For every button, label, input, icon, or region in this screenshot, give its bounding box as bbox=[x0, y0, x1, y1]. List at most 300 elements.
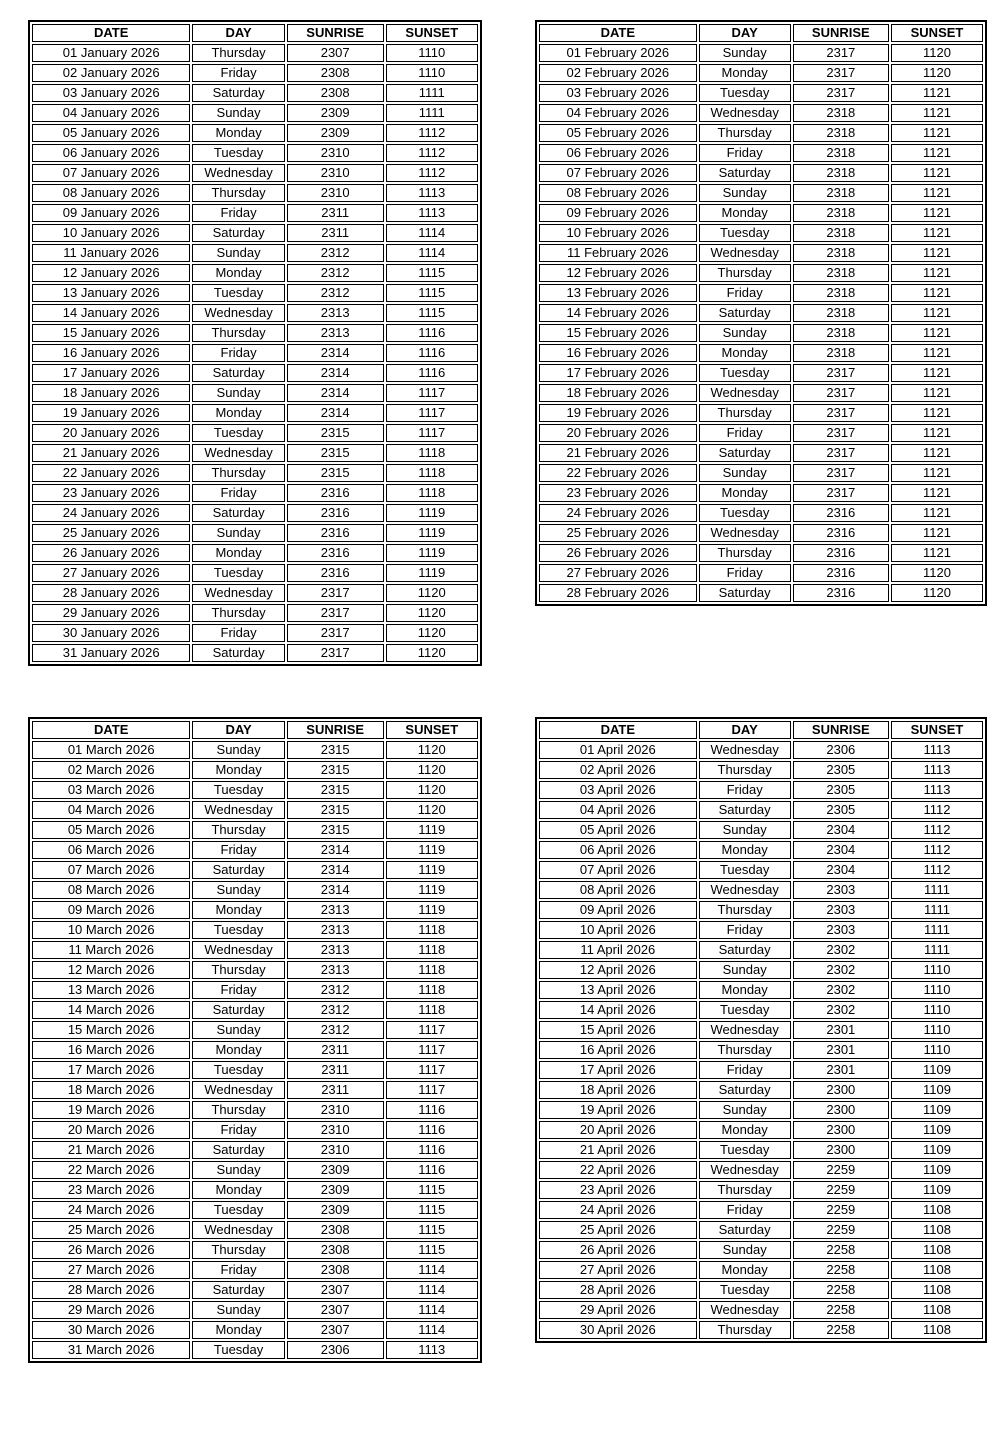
table-row bbox=[32, 801, 478, 819]
date-cell: 29 January 2026 bbox=[32, 604, 190, 622]
sunset-cell: 1117 bbox=[386, 424, 478, 442]
sunset-cell: 1114 bbox=[386, 1281, 478, 1299]
day-cell: Wednesday bbox=[699, 104, 791, 122]
sunset-cell: 1119 bbox=[386, 821, 478, 839]
sunrise-cell: 2317 bbox=[793, 424, 889, 442]
column-header-day: DAY bbox=[699, 24, 791, 42]
table-row bbox=[32, 584, 478, 602]
day-cell: Wednesday bbox=[192, 444, 284, 462]
date-cell: 21 February 2026 bbox=[539, 444, 697, 462]
date-cell: 22 March 2026 bbox=[32, 1161, 190, 1179]
date-cell: 08 March 2026 bbox=[32, 881, 190, 899]
sunset-cell: 1110 bbox=[891, 1041, 983, 1059]
sunrise-cell: 2309 bbox=[287, 104, 384, 122]
table-row bbox=[32, 84, 478, 102]
table-row bbox=[32, 1201, 478, 1219]
sunrise-cell: 2315 bbox=[287, 801, 384, 819]
day-cell: Saturday bbox=[699, 801, 791, 819]
sunrise-cell: 2300 bbox=[793, 1081, 889, 1099]
sunset-cell: 1120 bbox=[386, 801, 478, 819]
day-cell: Thursday bbox=[699, 1181, 791, 1199]
date-cell: 15 March 2026 bbox=[32, 1021, 190, 1039]
sunset-cell: 1118 bbox=[386, 484, 478, 502]
date-cell: 11 April 2026 bbox=[539, 941, 697, 959]
date-cell: 24 April 2026 bbox=[539, 1201, 697, 1219]
date-cell: 23 March 2026 bbox=[32, 1181, 190, 1199]
sunset-cell: 1109 bbox=[891, 1061, 983, 1079]
table-row bbox=[32, 384, 478, 402]
table-row bbox=[539, 1121, 983, 1139]
sunrise-cell: 2312 bbox=[287, 981, 384, 999]
date-cell: 30 April 2026 bbox=[539, 1321, 697, 1339]
sunrise-cell: 2316 bbox=[287, 544, 384, 562]
table-row bbox=[32, 941, 478, 959]
header-row bbox=[32, 24, 478, 42]
date-cell: 10 January 2026 bbox=[32, 224, 190, 242]
sunrise-cell: 2312 bbox=[287, 244, 384, 262]
sunrise-cell: 2316 bbox=[793, 524, 889, 542]
sunset-cell: 1111 bbox=[891, 921, 983, 939]
table-row bbox=[539, 144, 983, 162]
day-cell: Wednesday bbox=[699, 524, 791, 542]
sunrise-cell: 2312 bbox=[287, 264, 384, 282]
date-cell: 05 March 2026 bbox=[32, 821, 190, 839]
sunrise-cell: 2308 bbox=[287, 84, 384, 102]
sunrise-cell: 2303 bbox=[793, 921, 889, 939]
date-cell: 02 March 2026 bbox=[32, 761, 190, 779]
table-row bbox=[539, 484, 983, 502]
sunrise-cell: 2301 bbox=[793, 1021, 889, 1039]
sunrise-cell: 2302 bbox=[793, 961, 889, 979]
day-cell: Thursday bbox=[192, 1101, 284, 1119]
day-cell: Wednesday bbox=[192, 304, 284, 322]
table-row bbox=[539, 1001, 983, 1019]
sunset-cell: 1120 bbox=[891, 564, 983, 582]
table-row bbox=[539, 1081, 983, 1099]
date-cell: 09 January 2026 bbox=[32, 204, 190, 222]
table-row bbox=[539, 1321, 983, 1339]
sunset-cell: 1117 bbox=[386, 1081, 478, 1099]
sunrise-cell: 2318 bbox=[793, 164, 889, 182]
table-row bbox=[539, 1141, 983, 1159]
table-row bbox=[32, 224, 478, 242]
day-cell: Tuesday bbox=[192, 921, 284, 939]
date-cell: 12 January 2026 bbox=[32, 264, 190, 282]
day-cell: Sunday bbox=[699, 184, 791, 202]
sunrise-cell: 2258 bbox=[793, 1321, 889, 1339]
day-cell: Monday bbox=[699, 484, 791, 502]
day-cell: Thursday bbox=[699, 761, 791, 779]
day-cell: Wednesday bbox=[699, 1161, 791, 1179]
date-cell: 22 January 2026 bbox=[32, 464, 190, 482]
sunset-cell: 1121 bbox=[891, 184, 983, 202]
table-row bbox=[539, 821, 983, 839]
date-cell: 17 February 2026 bbox=[539, 364, 697, 382]
sunset-cell: 1115 bbox=[386, 264, 478, 282]
date-cell: 04 April 2026 bbox=[539, 801, 697, 819]
date-cell: 29 April 2026 bbox=[539, 1301, 697, 1319]
day-cell: Sunday bbox=[192, 384, 284, 402]
table-row bbox=[32, 64, 478, 82]
sunrise-cell: 2312 bbox=[287, 284, 384, 302]
table-row bbox=[32, 524, 478, 542]
table-row bbox=[539, 1021, 983, 1039]
sunset-cell: 1108 bbox=[891, 1201, 983, 1219]
sunrise-cell: 2317 bbox=[793, 44, 889, 62]
day-cell: Thursday bbox=[699, 1041, 791, 1059]
day-cell: Monday bbox=[192, 124, 284, 142]
sunrise-cell: 2313 bbox=[287, 304, 384, 322]
table-row bbox=[539, 1061, 983, 1079]
sunset-cell: 1119 bbox=[386, 564, 478, 582]
day-cell: Sunday bbox=[699, 1101, 791, 1119]
sunset-cell: 1113 bbox=[386, 1341, 478, 1359]
day-cell: Sunday bbox=[192, 1021, 284, 1039]
sunset-cell: 1121 bbox=[891, 324, 983, 342]
sunset-cell: 1120 bbox=[891, 584, 983, 602]
sunrise-cell: 2306 bbox=[287, 1341, 384, 1359]
day-cell: Friday bbox=[699, 781, 791, 799]
sunset-cell: 1108 bbox=[891, 1221, 983, 1239]
sunrise-cell: 2259 bbox=[793, 1161, 889, 1179]
date-cell: 13 March 2026 bbox=[32, 981, 190, 999]
sunset-cell: 1112 bbox=[386, 144, 478, 162]
day-cell: Friday bbox=[192, 624, 284, 642]
date-cell: 13 February 2026 bbox=[539, 284, 697, 302]
date-cell: 02 February 2026 bbox=[539, 64, 697, 82]
column-header-day: DAY bbox=[699, 721, 791, 739]
sunset-cell: 1109 bbox=[891, 1101, 983, 1119]
table-row bbox=[539, 961, 983, 979]
table-row bbox=[539, 524, 983, 542]
table-row bbox=[32, 104, 478, 122]
sunrise-cell: 2311 bbox=[287, 224, 384, 242]
day-cell: Monday bbox=[699, 1261, 791, 1279]
sunset-cell: 1120 bbox=[891, 44, 983, 62]
sunrise-cell: 2258 bbox=[793, 1241, 889, 1259]
table-row bbox=[32, 901, 478, 919]
table-row bbox=[539, 84, 983, 102]
sunrise-cell: 2310 bbox=[287, 164, 384, 182]
table-row bbox=[32, 741, 478, 759]
day-cell: Tuesday bbox=[699, 1281, 791, 1299]
table-row bbox=[32, 264, 478, 282]
date-cell: 17 April 2026 bbox=[539, 1061, 697, 1079]
sunset-cell: 1111 bbox=[386, 104, 478, 122]
date-cell: 25 March 2026 bbox=[32, 1221, 190, 1239]
sunrise-sunset-table-march bbox=[28, 717, 482, 1363]
day-cell: Tuesday bbox=[699, 1001, 791, 1019]
table-row bbox=[539, 761, 983, 779]
sunrise-cell: 2314 bbox=[287, 404, 384, 422]
day-cell: Monday bbox=[699, 981, 791, 999]
sunset-cell: 1116 bbox=[386, 1161, 478, 1179]
sunrise-cell: 2308 bbox=[287, 1241, 384, 1259]
day-cell: Friday bbox=[699, 1061, 791, 1079]
day-cell: Wednesday bbox=[699, 741, 791, 759]
table-row bbox=[539, 1281, 983, 1299]
date-cell: 15 April 2026 bbox=[539, 1021, 697, 1039]
sunset-cell: 1120 bbox=[386, 761, 478, 779]
day-cell: Tuesday bbox=[699, 504, 791, 522]
day-cell: Saturday bbox=[192, 1141, 284, 1159]
table-row bbox=[32, 821, 478, 839]
sunset-cell: 1112 bbox=[891, 801, 983, 819]
day-cell: Tuesday bbox=[192, 144, 284, 162]
sunrise-cell: 2317 bbox=[287, 584, 384, 602]
table-row bbox=[32, 861, 478, 879]
date-cell: 25 April 2026 bbox=[539, 1221, 697, 1239]
day-cell: Thursday bbox=[699, 264, 791, 282]
date-cell: 27 April 2026 bbox=[539, 1261, 697, 1279]
sunrise-cell: 2310 bbox=[287, 144, 384, 162]
day-cell: Thursday bbox=[192, 821, 284, 839]
sunset-cell: 1115 bbox=[386, 1221, 478, 1239]
date-cell: 12 April 2026 bbox=[539, 961, 697, 979]
date-cell: 03 February 2026 bbox=[539, 84, 697, 102]
date-cell: 10 April 2026 bbox=[539, 921, 697, 939]
table-row bbox=[539, 324, 983, 342]
sunset-cell: 1121 bbox=[891, 244, 983, 262]
date-cell: 27 February 2026 bbox=[539, 564, 697, 582]
sunrise-cell: 2317 bbox=[287, 624, 384, 642]
sunrise-cell: 2316 bbox=[287, 564, 384, 582]
column-header-date: DATE bbox=[539, 24, 697, 42]
date-cell: 06 March 2026 bbox=[32, 841, 190, 859]
date-cell: 21 January 2026 bbox=[32, 444, 190, 462]
sunrise-cell: 2314 bbox=[287, 861, 384, 879]
date-cell: 20 January 2026 bbox=[32, 424, 190, 442]
sunrise-cell: 2315 bbox=[287, 781, 384, 799]
sunrise-cell: 2258 bbox=[793, 1281, 889, 1299]
table-row bbox=[539, 584, 983, 602]
date-cell: 18 March 2026 bbox=[32, 1081, 190, 1099]
sunrise-cell: 2312 bbox=[287, 1021, 384, 1039]
day-cell: Monday bbox=[699, 64, 791, 82]
day-cell: Monday bbox=[192, 1321, 284, 1339]
day-cell: Saturday bbox=[192, 504, 284, 522]
date-cell: 05 January 2026 bbox=[32, 124, 190, 142]
sunset-cell: 1121 bbox=[891, 264, 983, 282]
sunrise-cell: 2310 bbox=[287, 1121, 384, 1139]
date-cell: 23 February 2026 bbox=[539, 484, 697, 502]
date-cell: 27 March 2026 bbox=[32, 1261, 190, 1279]
day-cell: Monday bbox=[699, 344, 791, 362]
sunset-cell: 1111 bbox=[891, 941, 983, 959]
date-cell: 02 April 2026 bbox=[539, 761, 697, 779]
day-cell: Tuesday bbox=[192, 1061, 284, 1079]
table-row bbox=[539, 801, 983, 819]
sunset-cell: 1120 bbox=[386, 604, 478, 622]
sunset-cell: 1118 bbox=[386, 921, 478, 939]
table-row bbox=[539, 881, 983, 899]
sunrise-cell: 2315 bbox=[287, 444, 384, 462]
table-row bbox=[32, 304, 478, 322]
date-cell: 28 February 2026 bbox=[539, 584, 697, 602]
sunset-cell: 1109 bbox=[891, 1141, 983, 1159]
date-cell: 15 January 2026 bbox=[32, 324, 190, 342]
day-cell: Sunday bbox=[192, 1301, 284, 1319]
table-row bbox=[32, 1321, 478, 1339]
sunset-cell: 1121 bbox=[891, 424, 983, 442]
date-cell: 26 March 2026 bbox=[32, 1241, 190, 1259]
date-cell: 21 April 2026 bbox=[539, 1141, 697, 1159]
date-cell: 11 February 2026 bbox=[539, 244, 697, 262]
sunset-cell: 1119 bbox=[386, 524, 478, 542]
table-row bbox=[32, 1061, 478, 1079]
day-cell: Monday bbox=[192, 901, 284, 919]
table-row bbox=[32, 364, 478, 382]
sunset-cell: 1113 bbox=[891, 781, 983, 799]
date-cell: 20 April 2026 bbox=[539, 1121, 697, 1139]
day-cell: Friday bbox=[699, 564, 791, 582]
date-cell: 30 March 2026 bbox=[32, 1321, 190, 1339]
sunset-cell: 1118 bbox=[386, 941, 478, 959]
day-cell: Sunday bbox=[192, 741, 284, 759]
day-cell: Friday bbox=[192, 64, 284, 82]
table-row bbox=[32, 644, 478, 662]
day-cell: Sunday bbox=[192, 881, 284, 899]
day-cell: Thursday bbox=[192, 44, 284, 62]
sunrise-cell: 2318 bbox=[793, 224, 889, 242]
table-row bbox=[539, 184, 983, 202]
table-row bbox=[32, 1141, 478, 1159]
sunrise-cell: 2317 bbox=[287, 644, 384, 662]
sunrise-cell: 2300 bbox=[793, 1101, 889, 1119]
day-cell: Tuesday bbox=[699, 224, 791, 242]
sunset-cell: 1116 bbox=[386, 324, 478, 342]
sunset-cell: 1118 bbox=[386, 981, 478, 999]
sunrise-cell: 2311 bbox=[287, 204, 384, 222]
sunrise-cell: 2301 bbox=[793, 1061, 889, 1079]
table-row bbox=[539, 224, 983, 242]
sunrise-cell: 2310 bbox=[287, 1141, 384, 1159]
sunrise-cell: 2310 bbox=[287, 184, 384, 202]
day-cell: Sunday bbox=[192, 1161, 284, 1179]
sunset-cell: 1121 bbox=[891, 544, 983, 562]
table-row bbox=[32, 564, 478, 582]
sunset-cell: 1110 bbox=[891, 961, 983, 979]
sunrise-cell: 2316 bbox=[793, 544, 889, 562]
table-row bbox=[32, 624, 478, 642]
table-row bbox=[32, 981, 478, 999]
sunrise-cell: 2309 bbox=[287, 1201, 384, 1219]
table-row bbox=[32, 841, 478, 859]
sunset-cell: 1117 bbox=[386, 404, 478, 422]
column-header-sunrise: SUNRISE bbox=[287, 721, 384, 739]
date-cell: 19 March 2026 bbox=[32, 1101, 190, 1119]
day-cell: Friday bbox=[699, 144, 791, 162]
date-cell: 07 February 2026 bbox=[539, 164, 697, 182]
sunset-cell: 1121 bbox=[891, 504, 983, 522]
date-cell: 11 March 2026 bbox=[32, 941, 190, 959]
date-cell: 01 January 2026 bbox=[32, 44, 190, 62]
sunset-cell: 1110 bbox=[891, 981, 983, 999]
date-cell: 14 April 2026 bbox=[539, 1001, 697, 1019]
date-cell: 12 February 2026 bbox=[539, 264, 697, 282]
sunset-cell: 1112 bbox=[891, 861, 983, 879]
sunrise-cell: 2314 bbox=[287, 364, 384, 382]
sunset-cell: 1121 bbox=[891, 84, 983, 102]
date-cell: 24 February 2026 bbox=[539, 504, 697, 522]
day-cell: Friday bbox=[699, 1201, 791, 1219]
sunset-cell: 1120 bbox=[386, 781, 478, 799]
sunset-cell: 1116 bbox=[386, 1101, 478, 1119]
sunrise-cell: 2307 bbox=[287, 1281, 384, 1299]
sunrise-cell: 2314 bbox=[287, 881, 384, 899]
day-cell: Sunday bbox=[699, 324, 791, 342]
day-cell: Saturday bbox=[192, 861, 284, 879]
day-cell: Wednesday bbox=[699, 1301, 791, 1319]
day-cell: Friday bbox=[699, 284, 791, 302]
sunrise-cell: 2305 bbox=[793, 761, 889, 779]
sunrise-cell: 2315 bbox=[287, 761, 384, 779]
sunrise-cell: 2302 bbox=[793, 941, 889, 959]
table-row bbox=[539, 781, 983, 799]
table-row bbox=[32, 1281, 478, 1299]
day-cell: Sunday bbox=[192, 524, 284, 542]
sunset-cell: 1118 bbox=[386, 464, 478, 482]
table-row bbox=[32, 444, 478, 462]
day-cell: Thursday bbox=[192, 961, 284, 979]
table-row bbox=[539, 981, 983, 999]
table-row bbox=[32, 424, 478, 442]
sunrise-cell: 2305 bbox=[793, 801, 889, 819]
table-row bbox=[539, 264, 983, 282]
table-row bbox=[539, 344, 983, 362]
table-row bbox=[32, 44, 478, 62]
table-row bbox=[32, 1221, 478, 1239]
date-cell: 13 April 2026 bbox=[539, 981, 697, 999]
day-cell: Wednesday bbox=[192, 164, 284, 182]
date-cell: 26 February 2026 bbox=[539, 544, 697, 562]
day-cell: Tuesday bbox=[699, 364, 791, 382]
date-cell: 19 January 2026 bbox=[32, 404, 190, 422]
sunrise-cell: 2316 bbox=[793, 584, 889, 602]
sunset-cell: 1121 bbox=[891, 284, 983, 302]
sunrise-cell: 2318 bbox=[793, 184, 889, 202]
column-header-sunset: SUNSET bbox=[386, 721, 478, 739]
sunset-cell: 1110 bbox=[891, 1021, 983, 1039]
date-cell: 18 February 2026 bbox=[539, 384, 697, 402]
sunrise-cell: 2259 bbox=[793, 1201, 889, 1219]
table-row bbox=[539, 1101, 983, 1119]
sunrise-cell: 2308 bbox=[287, 1221, 384, 1239]
table-row bbox=[539, 364, 983, 382]
sunrise-cell: 2300 bbox=[793, 1121, 889, 1139]
day-cell: Friday bbox=[192, 841, 284, 859]
table-row bbox=[32, 1121, 478, 1139]
table-row bbox=[32, 761, 478, 779]
sunrise-cell: 2315 bbox=[287, 464, 384, 482]
date-cell: 05 February 2026 bbox=[539, 124, 697, 142]
sunrise-cell: 2317 bbox=[793, 364, 889, 382]
table-row bbox=[539, 384, 983, 402]
date-cell: 26 January 2026 bbox=[32, 544, 190, 562]
date-cell: 17 January 2026 bbox=[32, 364, 190, 382]
sunset-cell: 1121 bbox=[891, 124, 983, 142]
sunset-cell: 1119 bbox=[386, 504, 478, 522]
sunrise-cell: 2301 bbox=[793, 1041, 889, 1059]
table-row bbox=[539, 424, 983, 442]
sunrise-cell: 2313 bbox=[287, 324, 384, 342]
date-cell: 06 February 2026 bbox=[539, 144, 697, 162]
table-row bbox=[32, 1301, 478, 1319]
sunrise-cell: 2259 bbox=[793, 1221, 889, 1239]
column-header-sunrise: SUNRISE bbox=[287, 24, 384, 42]
day-cell: Saturday bbox=[192, 1281, 284, 1299]
table-row bbox=[32, 404, 478, 422]
